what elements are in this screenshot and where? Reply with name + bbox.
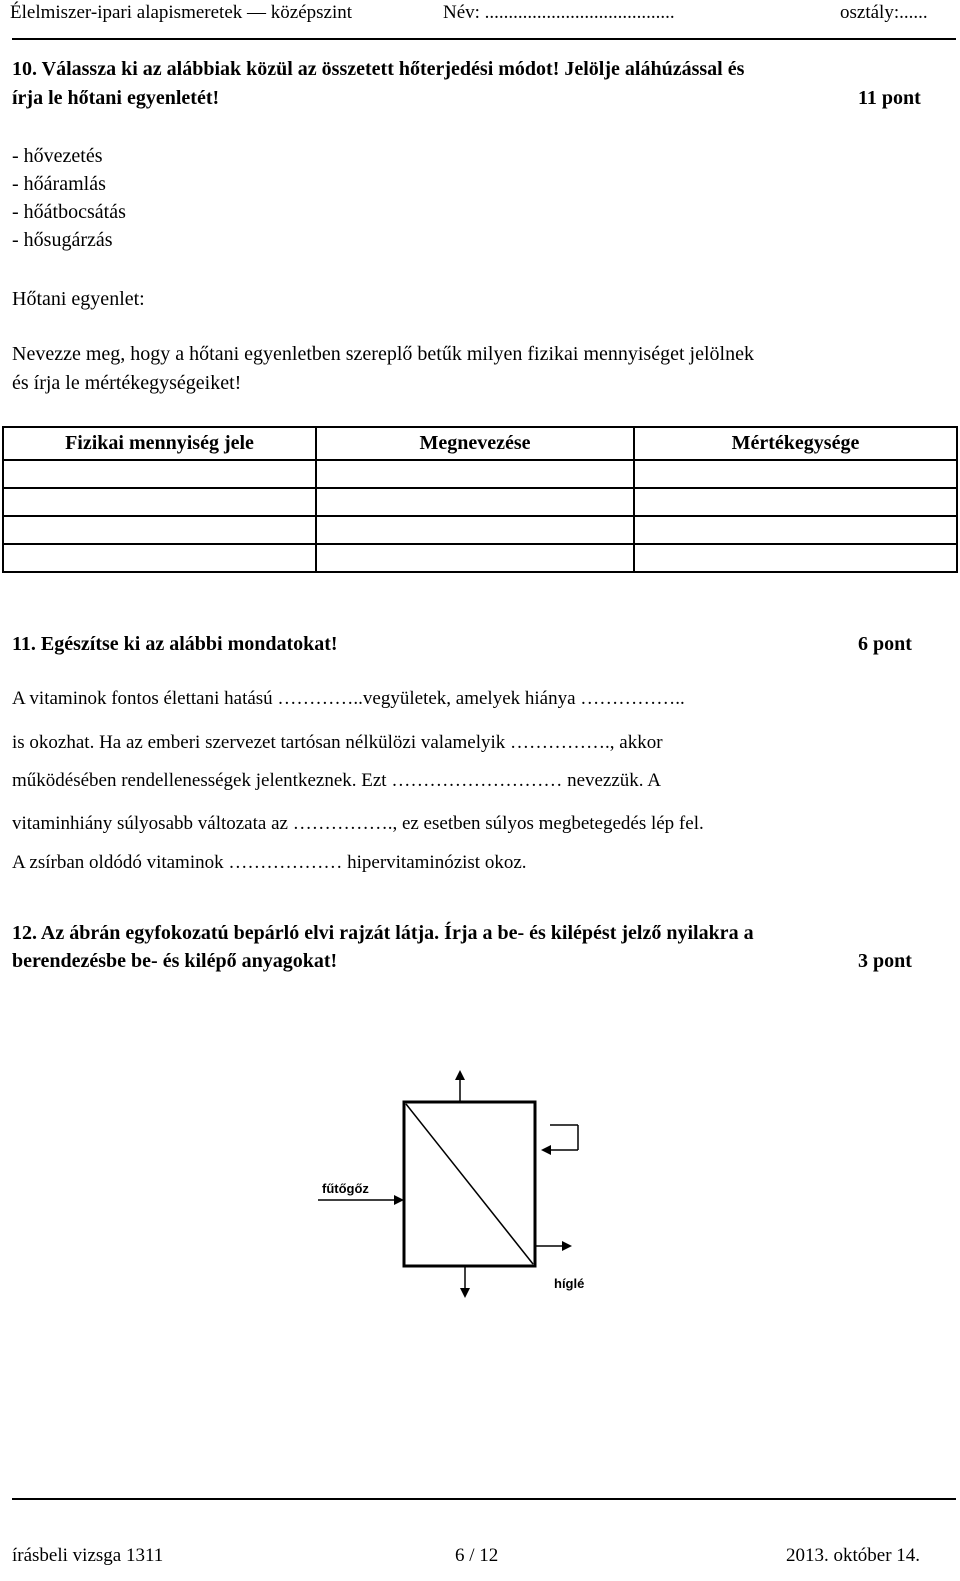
q10-equation-label: Hőtani egyenlet: xyxy=(12,288,145,310)
table-cell[interactable] xyxy=(3,544,316,572)
table-row xyxy=(3,488,957,516)
dilute-liquor-label: híglé xyxy=(554,1276,585,1291)
q10-option-4: - hősugárzás xyxy=(12,229,113,251)
q12-title-line1: 12. Az ábrán egyfokozatú bepárló elvi rajzát látja. Írja a be- és kilépést jelző nyilakra a xyxy=(12,922,754,944)
q10-answer-table xyxy=(2,426,958,573)
footer-page: 6 / 12 xyxy=(455,1545,499,1566)
heating-surface-diagonal xyxy=(406,1104,533,1264)
table-header-symbol: Fizikai mennyiség jele xyxy=(3,427,316,460)
q10-title-line2: írja le hőtani egyenletét! xyxy=(12,87,220,109)
table-header-name: Megnevezése xyxy=(316,427,634,460)
q10-points: 11 pont xyxy=(858,87,921,109)
footer-rule xyxy=(12,1498,956,1500)
q10-title-line1: 10. Válassza ki az alábbiak közül az összetett hőterjedési módot! Jelölje aláhúzással és xyxy=(12,58,745,80)
table-header-unit: Mértékegysége xyxy=(634,427,957,460)
q11-line-5: A zsírban oldódó vitaminok ……………… hipervitaminózist okoz. xyxy=(12,852,527,873)
q12-title-line2: berendezésbe be- és kilépő anyagokat! xyxy=(12,950,338,972)
table-cell[interactable] xyxy=(634,544,957,572)
q10-option-2: - hőáramlás xyxy=(12,173,106,195)
header-subject: Élelmiszer-ipari alapismeretek — középszint xyxy=(10,2,353,23)
table-cell[interactable] xyxy=(316,488,634,516)
table-cell[interactable] xyxy=(634,516,957,544)
table-cell[interactable] xyxy=(3,460,316,488)
q10-option-1: - hővezetés xyxy=(12,145,103,167)
table-row xyxy=(3,544,957,572)
header-name-field: Név: ........................................ xyxy=(443,2,675,23)
q10-instruction-line2: és írja le mértékegységeiket! xyxy=(12,372,242,394)
evaporator-diagram xyxy=(300,1050,660,1310)
q11-title: 11. Egészítse ki az alábbi mondatokat! xyxy=(12,633,338,655)
q10-instruction-line1: Nevezze meg, hogy a hőtani egyenletben szereplő betűk milyen fizikai mennyiséget jelölnek xyxy=(12,343,754,365)
header-rule xyxy=(12,38,956,40)
q11-points: 6 pont xyxy=(858,633,912,655)
steam-label: fűtőgőz xyxy=(322,1181,369,1196)
table-cell[interactable] xyxy=(634,460,957,488)
q11-line-1: A vitaminok fontos élettani hatású …………..vegyületek, amelyek hiánya …………….. xyxy=(12,688,685,709)
table-row xyxy=(3,516,957,544)
header-class-field: osztály:...... xyxy=(840,2,928,23)
table-cell[interactable] xyxy=(316,544,634,572)
table-cell[interactable] xyxy=(3,488,316,516)
footer-date: 2013. október 14. xyxy=(786,1545,921,1566)
table-row xyxy=(3,460,957,488)
table-cell[interactable] xyxy=(3,516,316,544)
q11-line-3: működésében rendellenességek jelentkeznek. Ezt ……………………… nevezzük. A xyxy=(12,770,661,791)
q10-option-3: - hőátbocsátás xyxy=(12,201,126,223)
q11-line-2: is okozhat. Ha az emberi szervezet tartósan nélkülözi valamelyik ……………., akkor xyxy=(12,732,663,753)
table-cell[interactable] xyxy=(316,516,634,544)
q11-line-4: vitaminhiány súlyosabb változata az ……………., ez esetben súlyos megbetegedés lép fel. xyxy=(12,813,704,834)
table-cell[interactable] xyxy=(316,460,634,488)
q12-points: 3 pont xyxy=(858,950,912,972)
table-cell[interactable] xyxy=(634,488,957,516)
footer-exam: írásbeli vizsga 1311 xyxy=(12,1545,164,1566)
